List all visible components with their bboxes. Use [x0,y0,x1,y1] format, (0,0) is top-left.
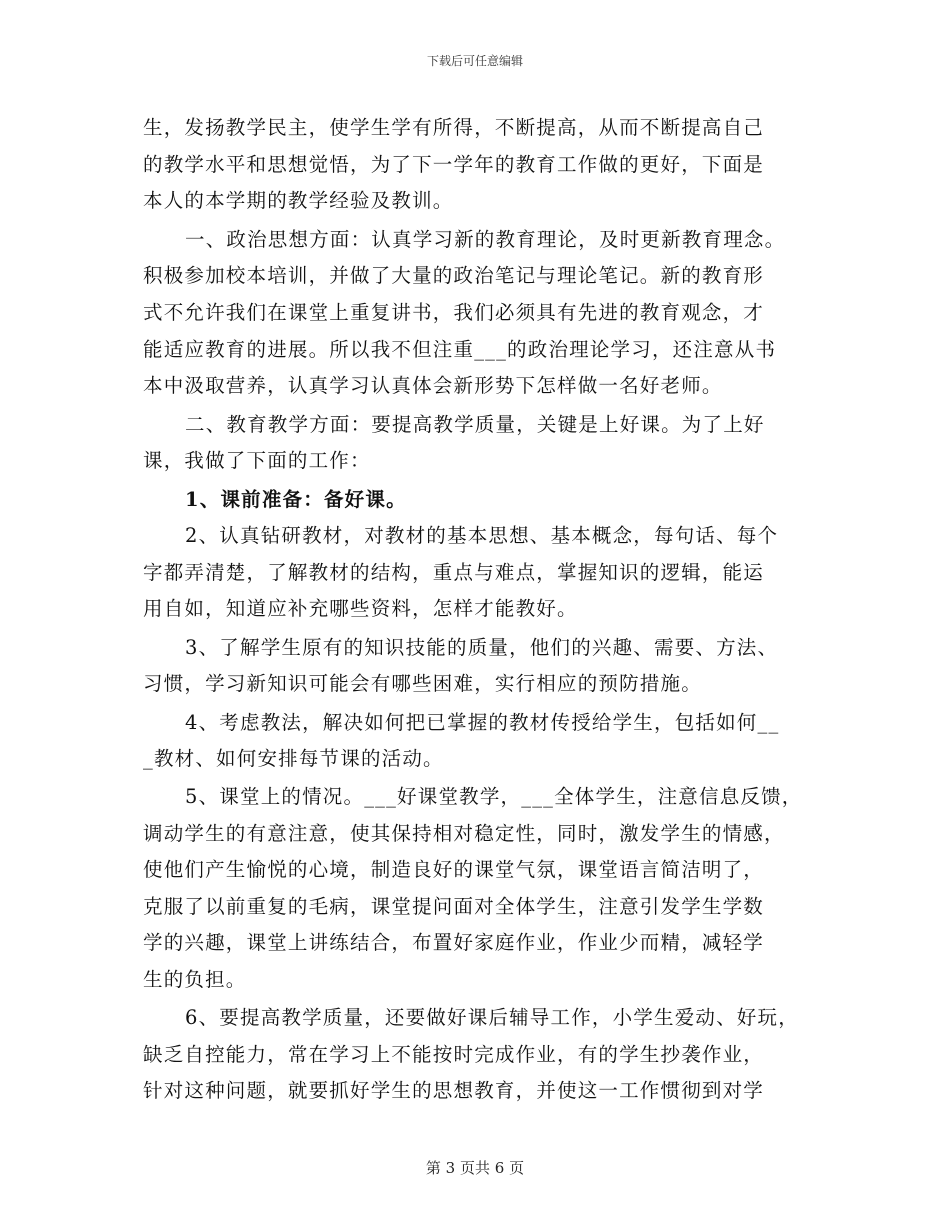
text-line: 能适应教育的进展。所以我不但注重___的政治理论学习，还注意从书 [143,338,777,361]
text-line: 积极参加校本培训，并做了大量的政治笔记与理论笔记。新的教育形 [143,264,765,287]
section-heading: 1、课前准备：备好课。 [185,488,407,511]
text-line: 一、政治思想方面：认真学习新的教育理论，及时更新教育理念。 [185,228,786,251]
text-line: 使他们产生愉悦的心境，制造良好的课堂气氛，课堂语言简洁明了， [143,858,765,881]
text-line: 本人的本学期的教学经验及教训。 [143,189,454,212]
text-line: 课，我做了下面的工作： [143,449,371,472]
text-line: 生的负担。 [143,968,247,991]
text-line: 式不允许我们在课堂上重复讲书，我们必须具有先进的教育观念，才 [143,301,765,324]
text-line: 用自如，知道应补充哪些资料，怎样才能教好。 [143,597,578,620]
page-header: 下载后可任意编辑 [426,54,523,68]
text-line: _教材、如何安排每节课的活动。 [143,747,444,770]
text-line: 字都弄清楚，了解教材的结构，重点与难点，掌握知识的逻辑，能运 [143,561,765,584]
text-line: 6、要提高教学质量，还要做好课后辅导工作，小学生爱动、好玩， [185,1006,799,1029]
text-line: 习惯，学习新知识可能会有哪些困难，实行相应的预防措施。 [143,672,702,695]
text-line: 调动学生的有意注意，使其保持相对稳定性，同时，激发学生的情感， [143,822,785,845]
text-line: 二、教育教学方面：要提高教学质量，关键是上好课。为了上好 [185,413,765,436]
text-line: 针对这种问题，就要抓好学生的思想教育，并使这一工作惯彻到对学 [143,1079,765,1102]
text-line: 生，发扬教学民主，使学生学有所得，不断提高，从而不断提高自己 [143,116,765,139]
text-line: 克服了以前重复的毛病，课堂提问面对全体学生，注意引发学生学数 [143,895,765,918]
page-footer: 第 3 页共 6 页 [425,1159,525,1177]
text-line: 5、课堂上的情况。___好课堂教学，___全体学生，注意信息反馈， [185,785,803,808]
text-line: 4、考虑教法，解决如何把已掌握的教材传授给学生，包括如何__ [185,711,780,734]
text-line: 本中汲取营养，认真学习认真体会新形势下怎样做一名好老师。 [143,374,723,397]
text-line: 的教学水平和思想觉悟，为了下一学年的教育工作做的更好，下面是 [143,153,765,176]
text-line: 学的兴趣，课堂上讲练结合，布置好家庭作业，作业少而精，减轻学 [143,931,765,954]
text-line: 缺乏自控能力，常在学习上不能按时完成作业，有的学生抄袭作业， [143,1043,765,1066]
text-line: 2、认真钻研教材，对教材的基本思想、基本概念，每句话、每个 [185,524,779,547]
text-line: 3、了解学生原有的知识技能的质量，他们的兴趣、需要、方法、 [185,636,779,659]
